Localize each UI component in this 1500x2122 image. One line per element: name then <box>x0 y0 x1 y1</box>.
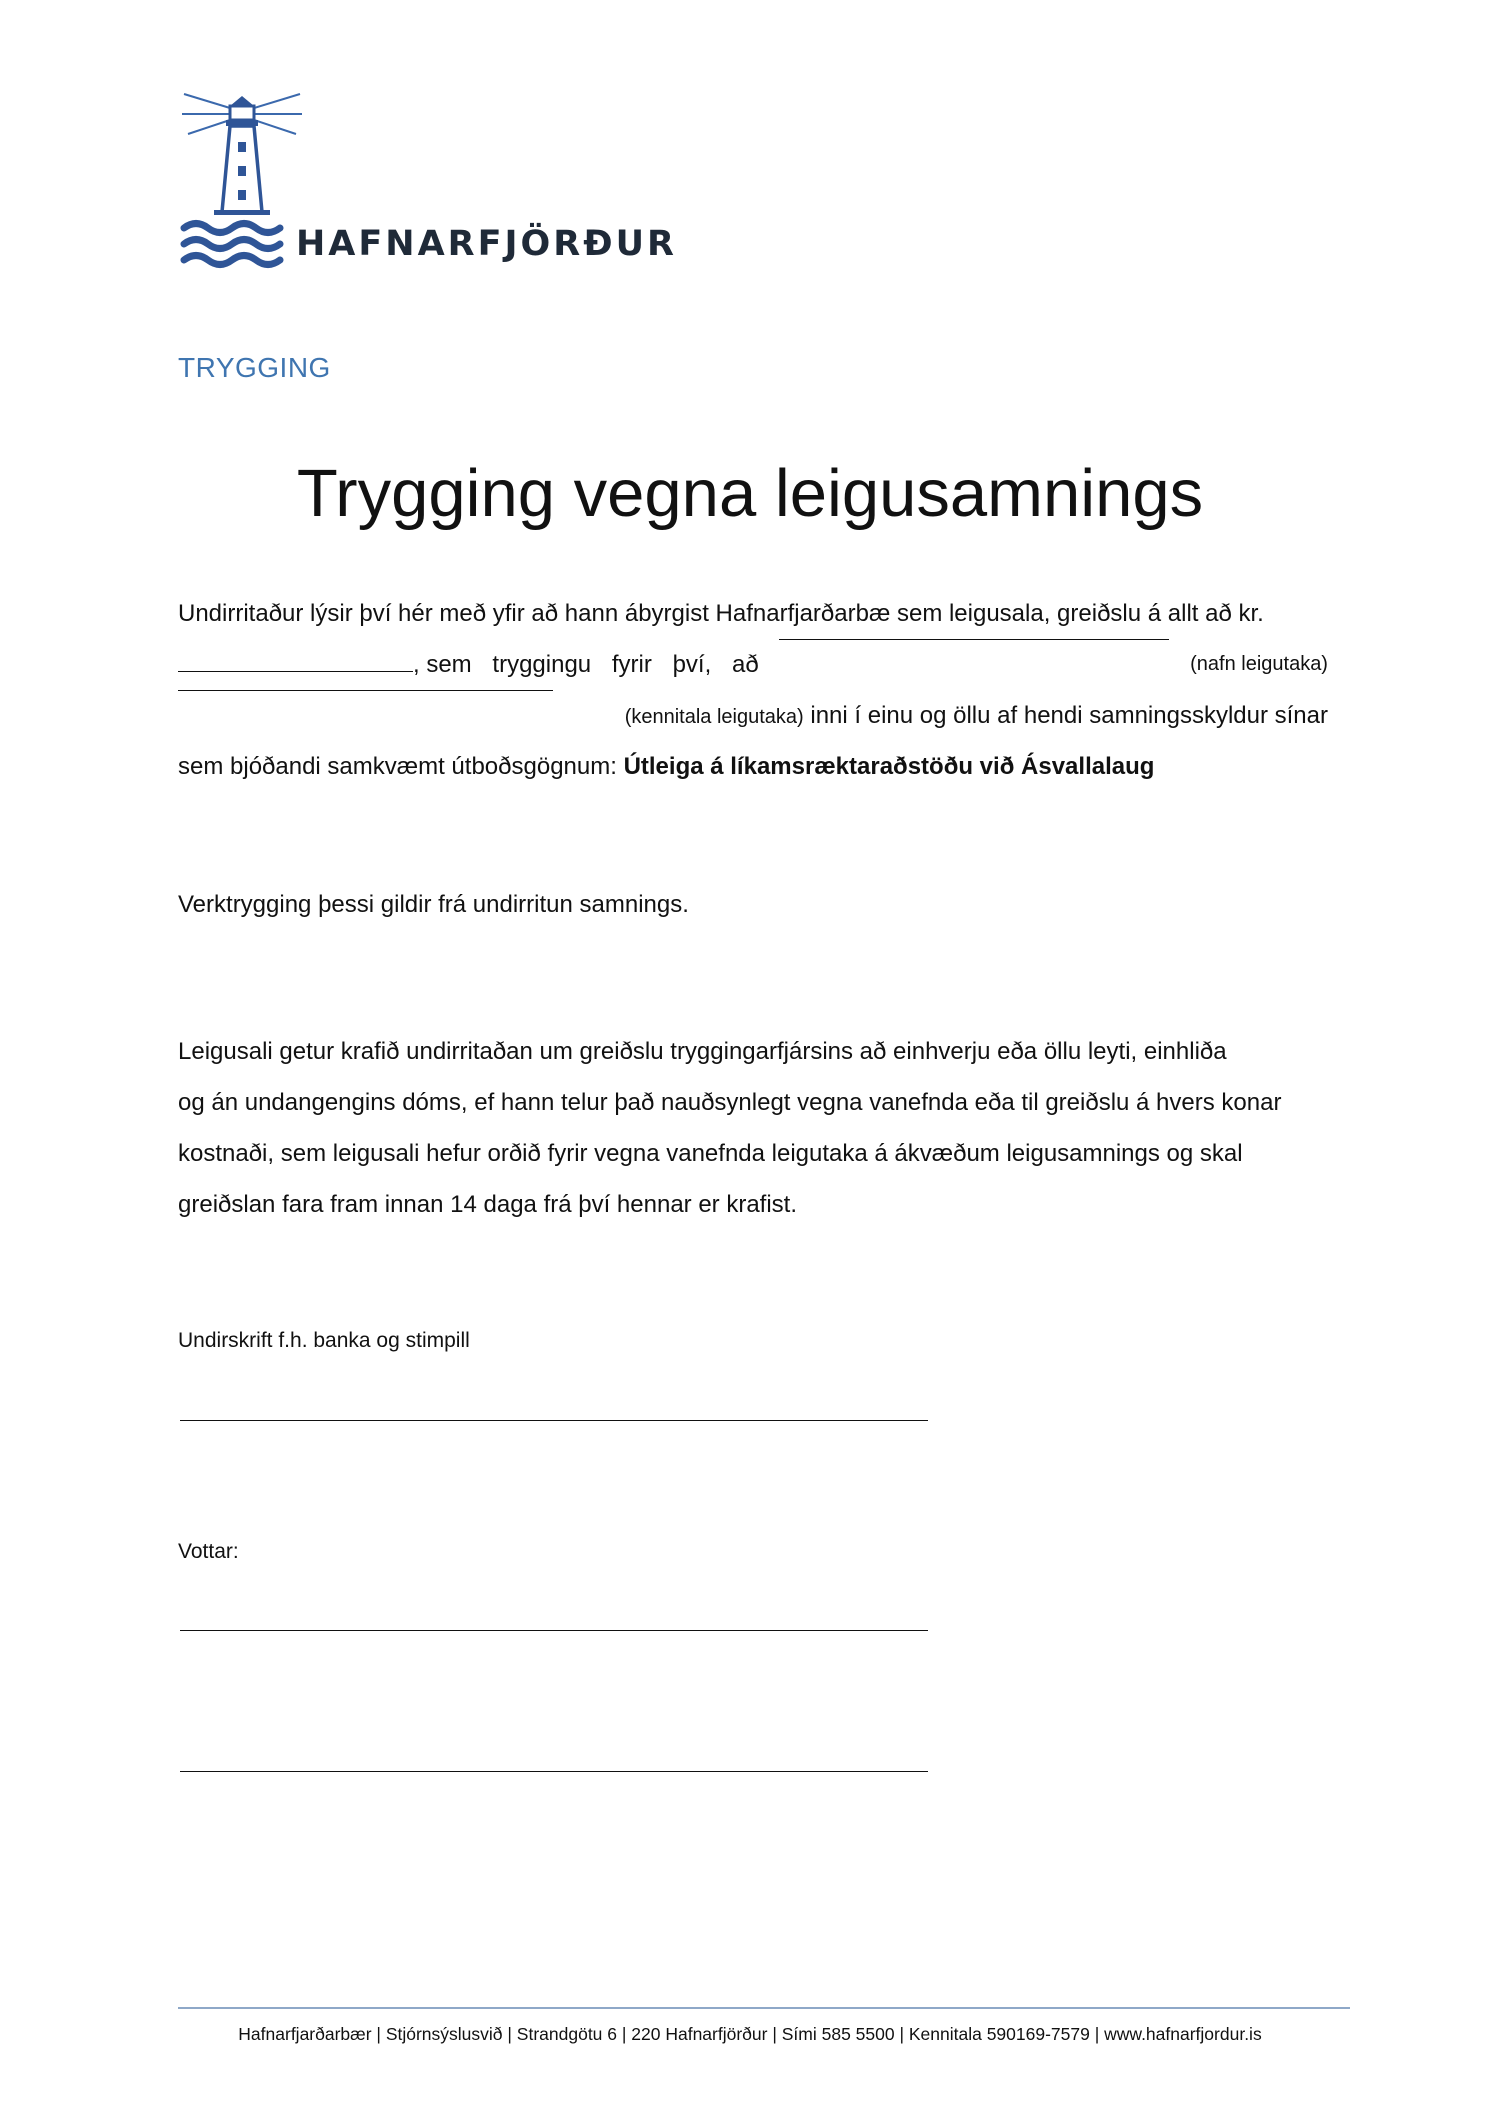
word: tryggingu <box>492 651 592 678</box>
witness-line <box>180 1771 928 1772</box>
page-title: Trygging vegna leigusamnings <box>296 456 1204 531</box>
word: því, <box>672 651 712 678</box>
line3-rest: inni í einu og öllu af hendi samningsskyldur sínar <box>810 702 1328 729</box>
paragraph-line <box>178 690 1328 741</box>
section-label: TRYGGING <box>178 352 331 383</box>
guarantee-paragraph <box>178 588 1328 792</box>
tenant-id-note: (kennitala leigutaka) <box>624 706 804 728</box>
paragraph-line: Undirritaður lýsir því hér með yfir að hann ábyrgist Hafnarfjarðarbæ sem leigusala, greiðslu á allt að kr. <box>178 600 1264 627</box>
signature-line <box>180 1420 928 1421</box>
footer-contact: Hafnarfjarðarbær | Stjórnsýslusvið | Strandgötu 6 | 220 Hafnarfjörður | Sími 585 5500 | Kennitala 590169-7579 | www.hafnarfjordur.is <box>238 2024 1262 2044</box>
witness-label: Vottar: <box>178 1540 239 1563</box>
amount-segment <box>178 639 472 690</box>
paragraph-line <box>178 741 1328 792</box>
footer-divider <box>178 2007 1350 2009</box>
word: , sem <box>413 651 472 678</box>
word: fyrir <box>611 651 652 678</box>
line3-text <box>625 690 1328 741</box>
tender-name: Útleiga á líkamsræktaraðstöðu við Ásvallalaug <box>623 753 1155 780</box>
paragraph-line <box>178 639 1328 690</box>
tenant-name-blank <box>779 639 1169 640</box>
logo <box>178 88 678 278</box>
paragraph-line: greiðslan fara fram innan 14 daga frá því hennar er krafist. <box>178 1191 798 1218</box>
paragraph-line: kostnaði, sem leigusali hefur orðið fyrir vegna vanefnda leigutaka á ákvæðum leigusamnings og skal <box>178 1140 1243 1167</box>
claim-paragraph <box>178 1026 1328 1230</box>
logo-text: HAFNARFJÖRÐUR <box>296 224 677 264</box>
word: að <box>731 651 759 678</box>
witness-line <box>180 1630 928 1631</box>
paragraph-line: Leigusali getur krafið undirritaðan um greiðslu tryggingarfjársins að einhverju eða öllu leyti, einhliða <box>178 1038 1227 1065</box>
tenant-name-note: (nafn leigutaka) <box>1190 653 1328 675</box>
paragraph-line: og án undangengins dóms, ef hann telur það nauðsynlegt vegna vanefnda eða til greiðslu á hvers konar <box>178 1089 1282 1116</box>
line4-start: sem bjóðandi samkvæmt útboðsgögnum: <box>178 753 624 780</box>
tenant-id-blank <box>178 690 553 691</box>
validity-paragraph: Verktrygging þessi gildir frá undirritun samnings. <box>178 891 689 918</box>
amount-blank <box>178 671 413 672</box>
signature-label: Undirskrift f.h. banka og stimpill <box>178 1329 470 1352</box>
